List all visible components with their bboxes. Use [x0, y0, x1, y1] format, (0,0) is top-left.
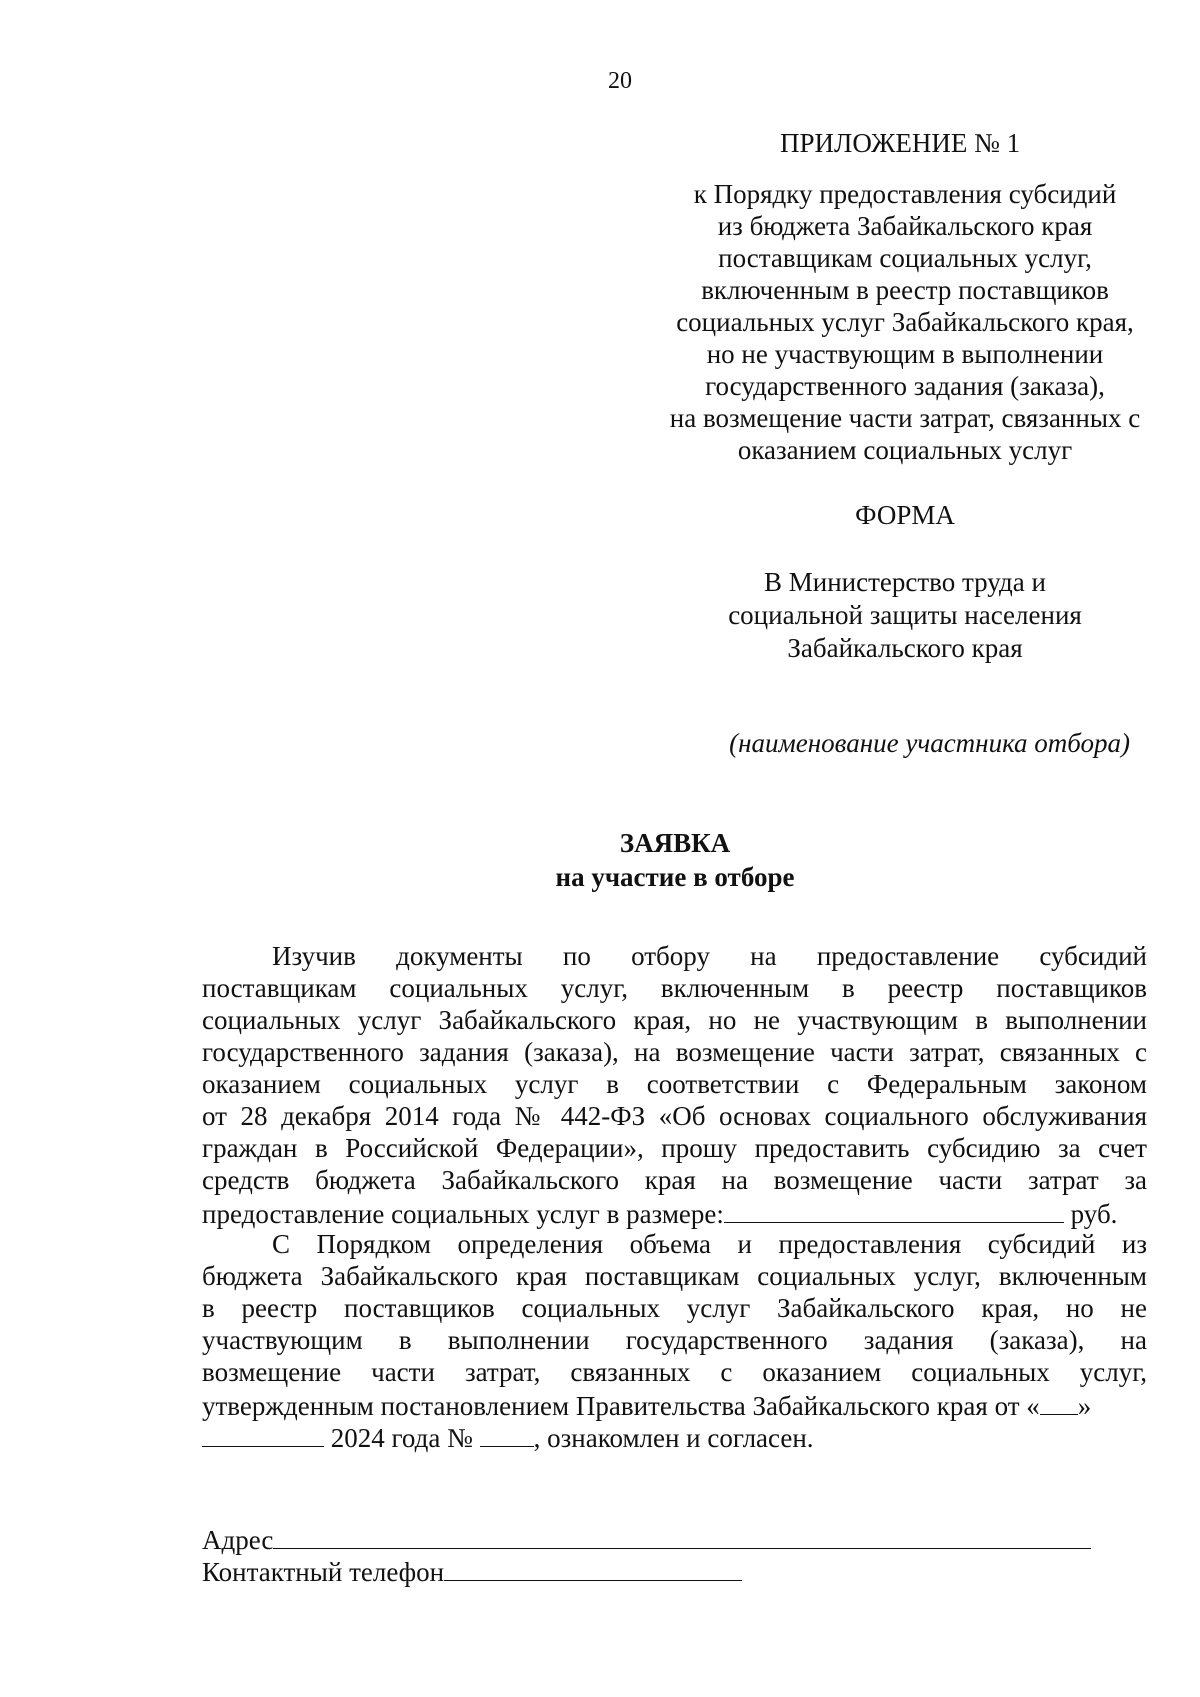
date-line-prefix: утвержденным постановлением Правительства Забайкальского края от « [202, 1391, 1040, 1421]
recipient-line: социальной защиты населения [728, 600, 1082, 630]
amount-blank-field[interactable] [724, 1196, 1064, 1223]
address-label: Адрес [202, 1525, 274, 1555]
paragraph1-line: граждан в Российской Федерации», прошу предоставить субсидию за счет [202, 1133, 1147, 1163]
paragraph2-line: возмещение части затрат, связанных с оказанием социальных услуг, [202, 1357, 1147, 1387]
amount-line [202, 1196, 1147, 1228]
paragraph1-line: государственного задания (заказа), на возмещение части затрат, связанных с [202, 1037, 1147, 1067]
resolution-line [202, 1420, 1147, 1452]
appendix-line: на возмещение части затрат, связанных с [669, 403, 1141, 433]
form-label: ФОРМА [855, 500, 955, 530]
appendix-line: но не участвующим в выполнении [706, 339, 1104, 369]
recipient-line: В Министерство труда и [764, 567, 1046, 597]
appendix-title: ПРИЛОЖЕНИЕ № 1 [780, 128, 1021, 158]
page-number: 20 [608, 68, 632, 94]
end-text: , ознакомлен и согласен. [533, 1423, 814, 1453]
appendix-line: к Порядку предоставления субсидий [693, 179, 1117, 209]
paragraph2-line: участвующим в выполнении государственного задания (заказа), на [202, 1325, 1147, 1355]
amount-prefix: предоставление социальных услуг в размере: [202, 1199, 724, 1229]
date-line [202, 1388, 1147, 1420]
recipient-line: Забайкальского края [787, 633, 1023, 663]
contacts-block [202, 1522, 1091, 1586]
paragraph1-line: социальных услуг Забайкальского края, но не участвующим в выполнении [202, 1005, 1147, 1035]
title-sub: на участие в отборе [555, 862, 795, 892]
paragraph1-line: Изучив документы по отбору на предоставление субсидий [272, 941, 1147, 971]
appendix-line: включенным в реестр поставщиков [701, 275, 1109, 305]
year-text: 2024 года № [330, 1423, 473, 1453]
application-body [202, 940, 1147, 1452]
paragraph1-line: поставщикам социальных услуг, включенным в реестр поставщиков [202, 973, 1147, 1003]
paragraph1-line: средств бюджета Забайкальского края на возмещение части затрат за [202, 1165, 1147, 1195]
paragraph2-line: в реестр поставщиков социальных услуг Забайкальского края, но не [202, 1293, 1147, 1323]
appendix-line: оказанием социальных услуг [737, 435, 1073, 465]
paragraph2-line: бюджета Забайкальского края поставщикам социальных услуг, включенным [202, 1261, 1147, 1291]
resolution-number-blank-field[interactable] [480, 1420, 534, 1447]
appendix-line: поставщикам социальных услуг, [718, 243, 1092, 273]
appendix-line: социальных услуг Забайкальского края, [676, 307, 1134, 337]
address-blank-field[interactable] [273, 1522, 1091, 1549]
recipient-block [640, 566, 1170, 665]
appendix-line: государственного задания (заказа), [705, 371, 1105, 401]
day-blank-field[interactable] [1040, 1388, 1078, 1415]
paragraph1-line: оказанием социальных услуг в соответствии с Федеральным законом [202, 1069, 1147, 1099]
address-row [202, 1522, 1091, 1554]
paragraph2-line: С Порядком определения объема и предоставления субсидий из [272, 1229, 1147, 1259]
date-line-suffix: » [1077, 1391, 1092, 1421]
phone-row [202, 1554, 1091, 1586]
participant-caption: (наименование участника отбора) [729, 728, 1130, 758]
appendix-description [640, 178, 1170, 466]
appendix-line: из бюджета Забайкальского края [717, 211, 1093, 241]
amount-suffix: руб. [1070, 1199, 1118, 1229]
phone-blank-field[interactable] [444, 1554, 742, 1581]
title-main: ЗАЯВКА [619, 828, 731, 858]
application-title [0, 826, 1200, 894]
phone-label: Контактный телефон [202, 1557, 445, 1587]
month-blank-field[interactable] [202, 1420, 324, 1447]
paragraph1-line: от 28 декабря 2014 года № 442-ФЗ «Об основах социального обслуживания [202, 1101, 1147, 1131]
